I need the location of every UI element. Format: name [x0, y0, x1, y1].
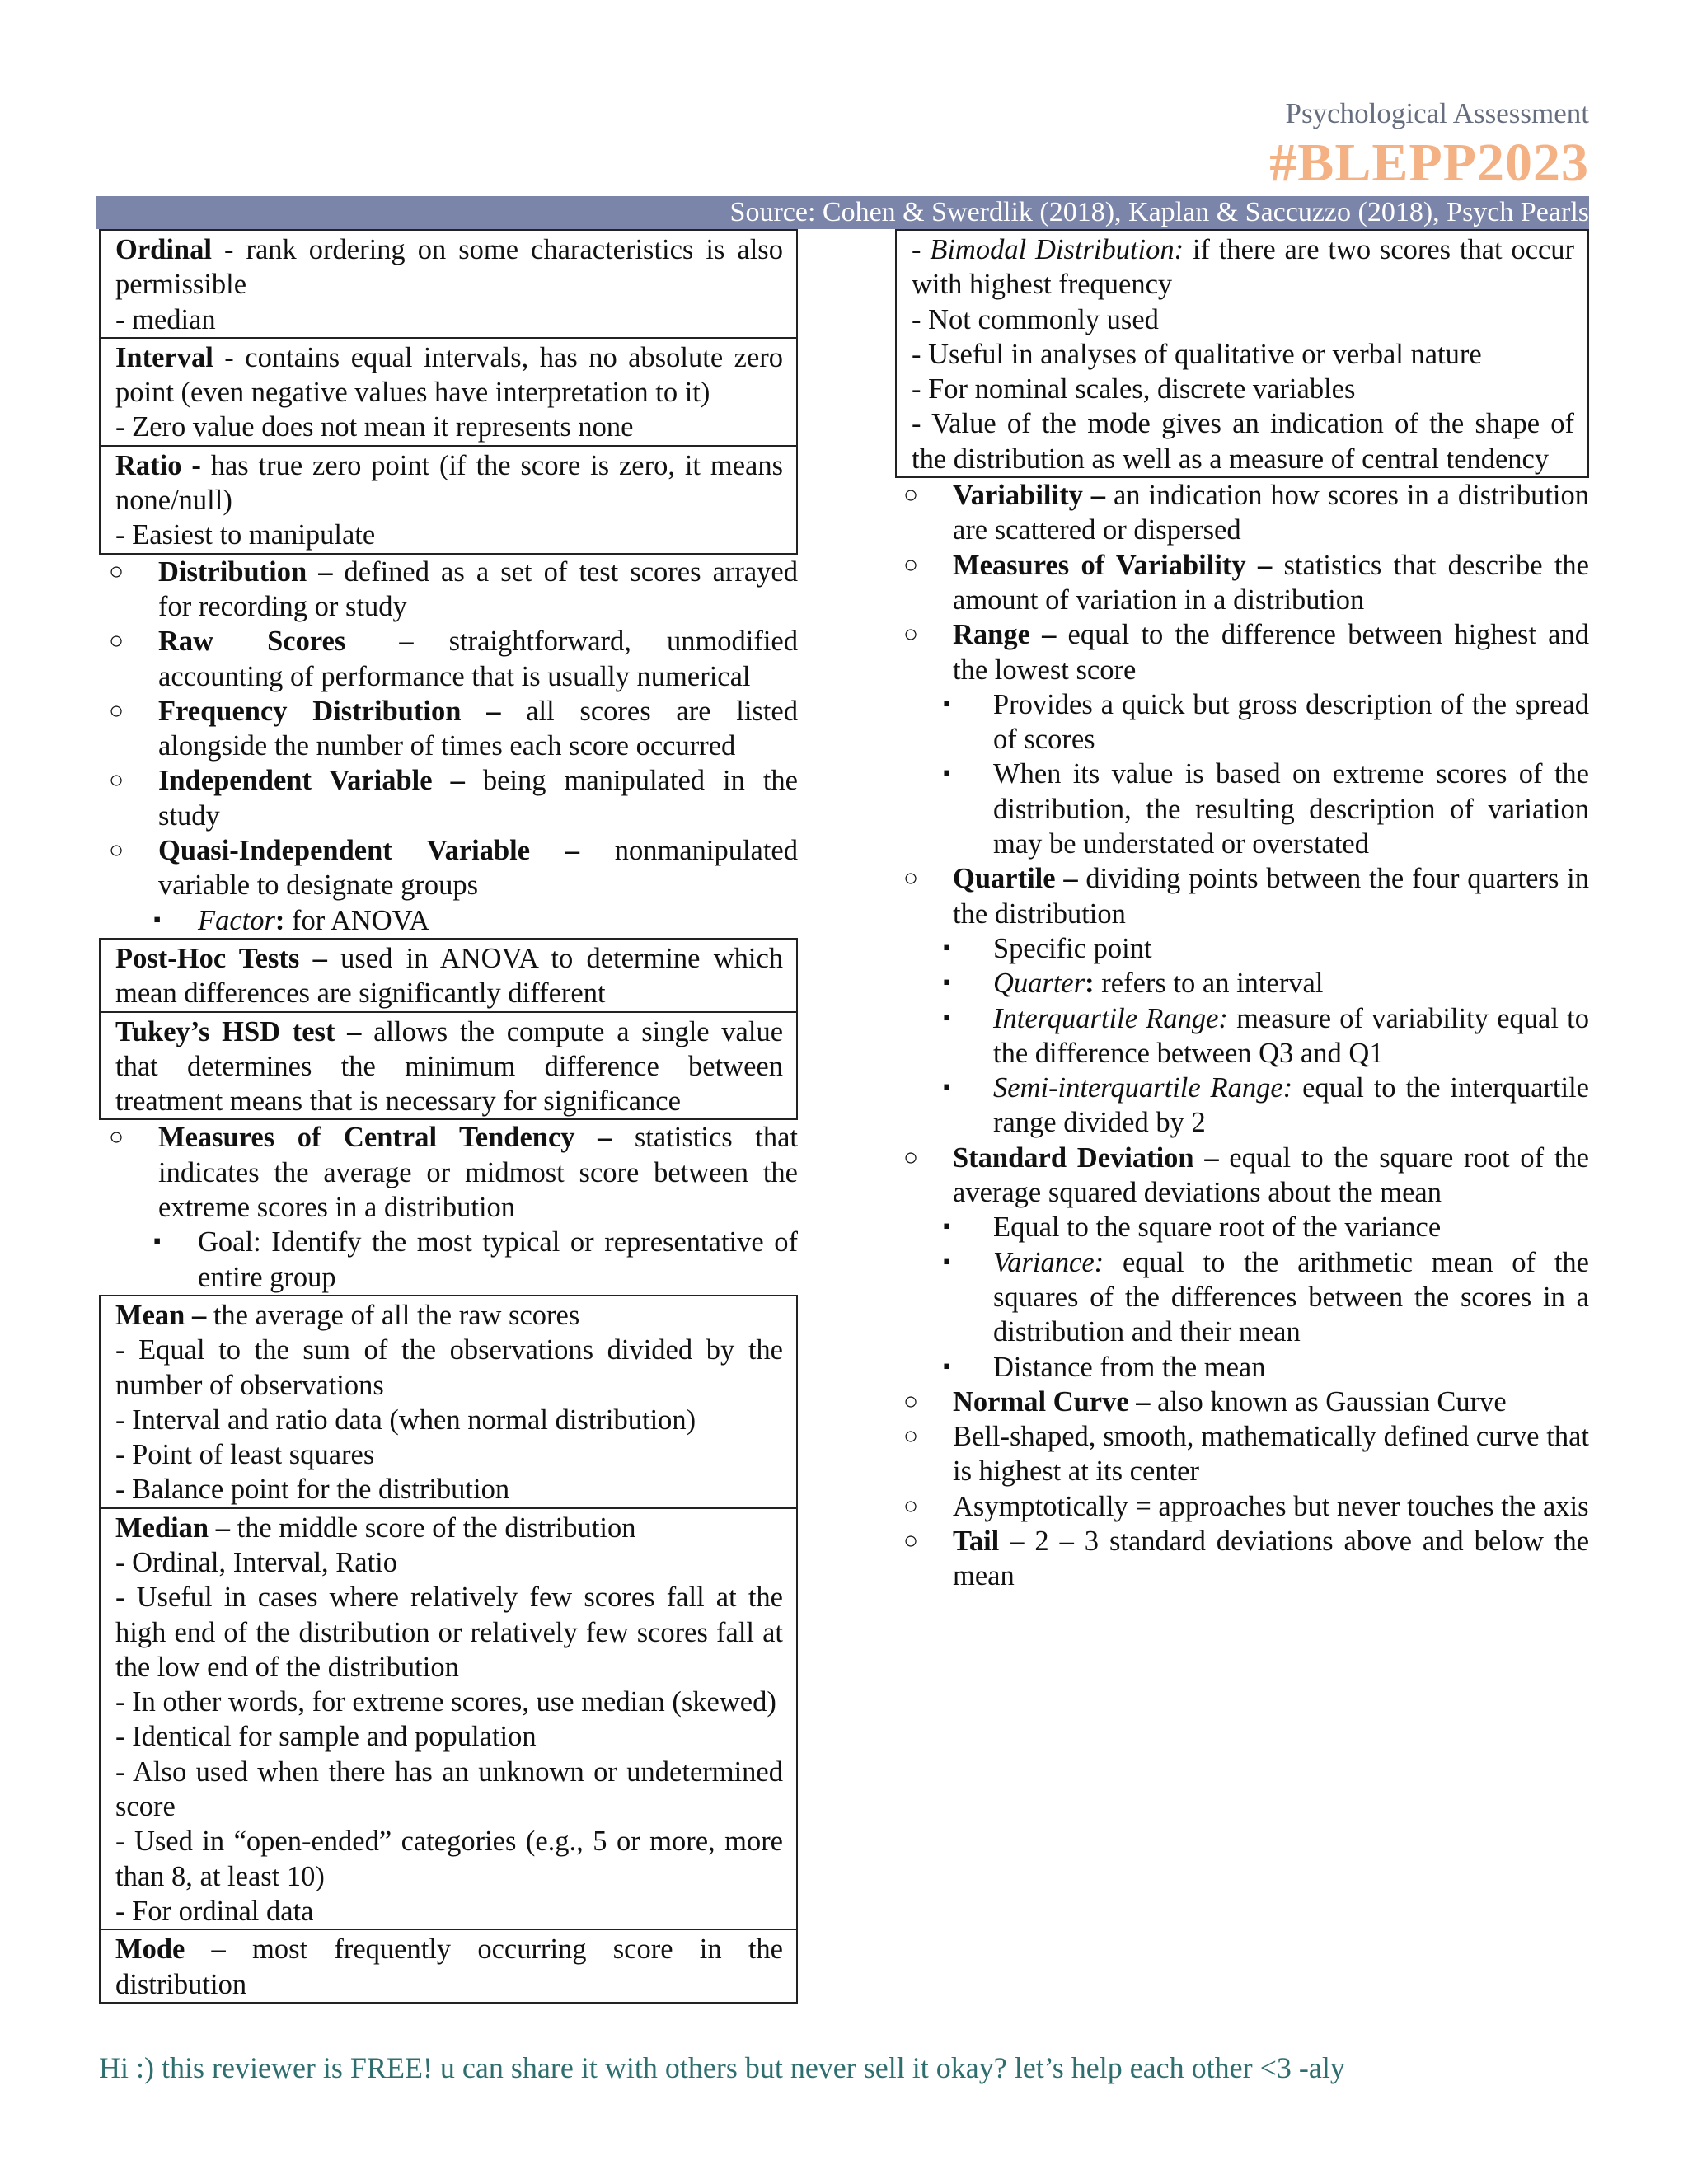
- right-column: [895, 229, 1589, 1594]
- circle-bullet-icon: ○: [903, 1143, 919, 1171]
- square-bullet-icon: ▪: [943, 1005, 951, 1029]
- list-item: [99, 1120, 798, 1225]
- circle-bullet-icon: ○: [903, 865, 919, 893]
- ratio-def: has true zero point (if the score is zero, it means none/null): [115, 449, 784, 517]
- list-item: [895, 1385, 1589, 1419]
- item-def: Bell-shaped, smooth, mathematically defined curve that is highest at its center: [953, 1421, 1589, 1488]
- mean-line: - Interval and ratio data (when normal distribution): [115, 1404, 696, 1436]
- item-def: statistics that indicates the average or midmost score between the extreme scores in a distribution: [158, 1122, 798, 1224]
- median-line: - Ordinal, Interval, Ratio: [115, 1546, 398, 1578]
- hashtag-title: #BLEPP2023: [1269, 133, 1589, 193]
- circle-bullet-icon: ○: [903, 1492, 919, 1520]
- mean-line: - Point of least squares: [115, 1439, 375, 1471]
- median-line: - Identical for sample and population: [115, 1721, 537, 1753]
- sub-item: [99, 1225, 798, 1295]
- mean-line: - Equal to the sum of the observations divided by the number of observations: [115, 1334, 783, 1401]
- bimodal-term: Bimodal Distribution:: [930, 234, 1184, 265]
- bimodal-def: if there are two scores that occur with highest frequency: [912, 234, 1575, 301]
- sub-item: [895, 931, 1589, 966]
- item-def: being manipulated in the study: [158, 765, 798, 832]
- circle-bullet-icon: ○: [109, 1123, 124, 1151]
- median-box: [99, 1509, 798, 1931]
- quarter-def: refers to an interval: [1094, 968, 1324, 1000]
- sub-item: [895, 687, 1589, 757]
- square-bullet-icon: ▪: [943, 1249, 951, 1273]
- square-bullet-icon: ▪: [943, 761, 951, 785]
- variance-term: Variance:: [993, 1246, 1104, 1278]
- sub-item: [895, 1245, 1589, 1350]
- item-term: Independent Variable –: [158, 765, 465, 797]
- item-def: defined as a set of test scores arrayed for recording or study: [158, 555, 798, 622]
- interval-note: - Zero value does not mean it represents none: [115, 411, 634, 443]
- median-line: - Used in “open-ended” categories (e.g., 5 or more, more than 8, at least 10): [115, 1825, 783, 1892]
- bimodal-line: - Value of the mode gives an indication of the shape of the distribution as well as a measure of central tendency: [912, 408, 1574, 475]
- mean-term: Mean –: [115, 1299, 207, 1331]
- circle-bullet-icon: ○: [903, 551, 919, 579]
- posthoc-term: Post-Hoc Tests –: [115, 942, 327, 974]
- item-term: Distribution –: [158, 555, 333, 588]
- tukey-term: Tukey’s HSD test –: [115, 1015, 362, 1047]
- median-line: - In other words, for extreme scores, use median (skewed): [115, 1686, 776, 1718]
- circle-bullet-icon: ○: [903, 621, 919, 649]
- sub-text: Distance from the mean: [993, 1351, 1266, 1383]
- siqr-def: equal to the interquartile range divided by 2: [993, 1072, 1589, 1139]
- item-term: Tail –: [953, 1525, 1025, 1557]
- quarter-term: Quarter: [993, 968, 1085, 1000]
- ordinal-box: [99, 229, 798, 339]
- goal-text: Goal: Identify the most typical or representative of entire group: [198, 1226, 798, 1293]
- circle-bullet-icon: ○: [903, 1526, 919, 1554]
- sub-item: [895, 1210, 1589, 1244]
- tukey-box: [99, 1013, 798, 1121]
- list-item: [895, 861, 1589, 931]
- list-item: [895, 617, 1589, 687]
- quarter-colon: :: [1085, 968, 1095, 1000]
- item-def: equal to the square root of the average squared deviations about the mean: [953, 1141, 1589, 1209]
- median-line: - Useful in cases where relatively few scores fall at the high end of the distribution or relatively few scores fall at the low end of the distribution: [115, 1582, 783, 1683]
- mode-def: most frequently occurring score in the distribution: [115, 1933, 783, 2000]
- item-def: 2 – 3 standard deviations above and below the mean: [953, 1525, 1590, 1592]
- bimodal-line: - Useful in analyses of qualitative or verbal nature: [912, 338, 1482, 370]
- list-item: [895, 478, 1589, 548]
- mean-def: the average of all the raw scores: [206, 1299, 580, 1331]
- bimodal-line: - Not commonly used: [912, 303, 1159, 335]
- item-term: Measures of Variability –: [953, 549, 1273, 581]
- bimodal-dash: -: [912, 234, 931, 265]
- sub-item: [895, 1071, 1589, 1141]
- sub-item: [895, 1350, 1589, 1385]
- posthoc-box: [99, 938, 798, 1013]
- source-bar: Source: Cohen & Swerdlik (2018), Kaplan & Saccuzzo (2018), Psych Pearls: [96, 196, 1589, 229]
- ratio-note: - Easiest to manipulate: [115, 519, 376, 551]
- list-item: [99, 833, 798, 903]
- list-item: [99, 763, 798, 833]
- sub-item: [895, 757, 1589, 861]
- item-def: all scores are listed alongside the number of times each score occurred: [158, 695, 798, 762]
- item-def: nonmanipulated variable to designate groups: [158, 835, 798, 902]
- mean-box: [99, 1295, 798, 1509]
- list-item: [99, 624, 798, 694]
- square-bullet-icon: ▪: [943, 1075, 951, 1099]
- list-item: [895, 1524, 1589, 1594]
- factor-term: Factor: [198, 904, 275, 936]
- median-def: the middle score of the distribution: [229, 1511, 636, 1544]
- item-term: Variability –: [953, 480, 1106, 512]
- iqr-term: Interquartile Range:: [993, 1002, 1228, 1034]
- factor-def: for ANOVA: [284, 904, 430, 936]
- subject-title: Psychological Assessment: [1285, 97, 1589, 129]
- median-term: Median –: [115, 1511, 230, 1544]
- item-def: dividing points between the four quarters in the distribution: [953, 863, 1589, 930]
- square-bullet-icon: ▪: [943, 691, 951, 715]
- sub-text: Specific point: [993, 932, 1152, 964]
- item-term: Raw Scores –: [158, 626, 414, 658]
- sub-text: Equal to the square root of the variance: [993, 1212, 1442, 1244]
- circle-bullet-icon: ○: [109, 837, 124, 865]
- factor-colon: :: [274, 904, 285, 936]
- item-term: Range –: [953, 619, 1057, 651]
- mode-term: Mode –: [115, 1933, 226, 1966]
- bimodal-line: - For nominal scales, discrete variables: [912, 373, 1356, 405]
- ordinal-term: Ordinal -: [115, 234, 234, 265]
- item-term: Frequency Distribution –: [158, 695, 501, 727]
- posthoc-def: used in ANOVA to determine which mean differences are significantly different: [115, 942, 784, 1010]
- list-item: [99, 555, 798, 625]
- bimodal-box: [895, 229, 1589, 478]
- ordinal-note: - median: [115, 303, 216, 335]
- sub-text: When its value is based on extreme scores of the distribution, the resulting description of variation may be understated or overstated: [993, 758, 1589, 860]
- square-bullet-icon: ▪: [943, 970, 951, 995]
- item-def: also known as Gaussian Curve: [1150, 1385, 1507, 1418]
- tukey-def: allows the compute a single value that determines the minimum difference between treatment means that is necessary for significance: [115, 1015, 784, 1118]
- sub-item: [895, 1001, 1589, 1071]
- list-item: [895, 548, 1589, 618]
- square-bullet-icon: ▪: [943, 1214, 951, 1239]
- item-term: Normal Curve –: [953, 1385, 1151, 1418]
- item-term: Standard Deviation –: [953, 1141, 1219, 1174]
- item-def: equal to the difference between highest and the lowest score: [953, 619, 1589, 686]
- item-term: Measures of Central Tendency –: [158, 1122, 612, 1154]
- ratio-term: Ratio -: [115, 449, 201, 481]
- ratio-box: [99, 447, 798, 555]
- list-item: [895, 1489, 1589, 1524]
- circle-bullet-icon: ○: [109, 766, 124, 794]
- item-term: Quasi-Independent Variable –: [158, 835, 580, 867]
- square-bullet-icon: ▪: [943, 935, 951, 959]
- median-line: - For ordinal data: [115, 1895, 314, 1927]
- item-def: straightforward, unmodified accounting of performance that is usually numerical: [158, 626, 798, 692]
- circle-bullet-icon: ○: [109, 627, 124, 655]
- square-bullet-icon: ▪: [943, 1353, 951, 1378]
- circle-bullet-icon: ○: [903, 1422, 919, 1451]
- list-item: [895, 1141, 1589, 1211]
- sub-text: Provides a quick but gross description of the spread of scores: [993, 688, 1589, 756]
- interval-term: Interval -: [115, 341, 234, 373]
- variance-def: equal to the arithmetic mean of the squares of the differences between the scores in a distribution and their mean: [993, 1246, 1589, 1348]
- mean-line: - Balance point for the distribution: [115, 1474, 510, 1506]
- iqr-def: measure of variability equal to the difference between Q3 and Q1: [993, 1002, 1589, 1069]
- item-def: statistics that describe the amount of variation in a distribution: [953, 549, 1589, 616]
- circle-bullet-icon: ○: [903, 481, 919, 509]
- item-term: Quartile –: [953, 863, 1078, 895]
- ordinal-def: rank ordering on some characteristics is also permissible: [115, 234, 783, 301]
- item-def: Asymptotically = approaches but never touches the axis: [953, 1490, 1589, 1522]
- item-def: an indication how scores in a distribution are scattered or dispersed: [953, 480, 1590, 546]
- list-item: [99, 694, 798, 764]
- sub-item: [895, 966, 1589, 1001]
- circle-bullet-icon: ○: [109, 557, 124, 585]
- square-bullet-icon: ▪: [153, 907, 162, 931]
- interval-def: contains equal intervals, has no absolute zero point (even negative values have interpretation to it): [115, 341, 783, 409]
- sub-item: [99, 903, 798, 938]
- square-bullet-icon: ▪: [153, 1229, 162, 1254]
- siqr-term: Semi-interquartile Range:: [993, 1072, 1293, 1104]
- mode-box: [99, 1930, 798, 2004]
- circle-bullet-icon: ○: [109, 696, 124, 724]
- circle-bullet-icon: ○: [903, 1387, 919, 1415]
- footer-note: Hi :) this reviewer is FREE! u can share it with others but never sell it okay? let’s help each other <3 -aly: [99, 2051, 1345, 2084]
- left-column: [99, 229, 798, 2004]
- median-line: - Also used when there has an unknown or undetermined score: [115, 1755, 783, 1823]
- interval-box: [99, 339, 798, 447]
- list-item: [895, 1419, 1589, 1489]
